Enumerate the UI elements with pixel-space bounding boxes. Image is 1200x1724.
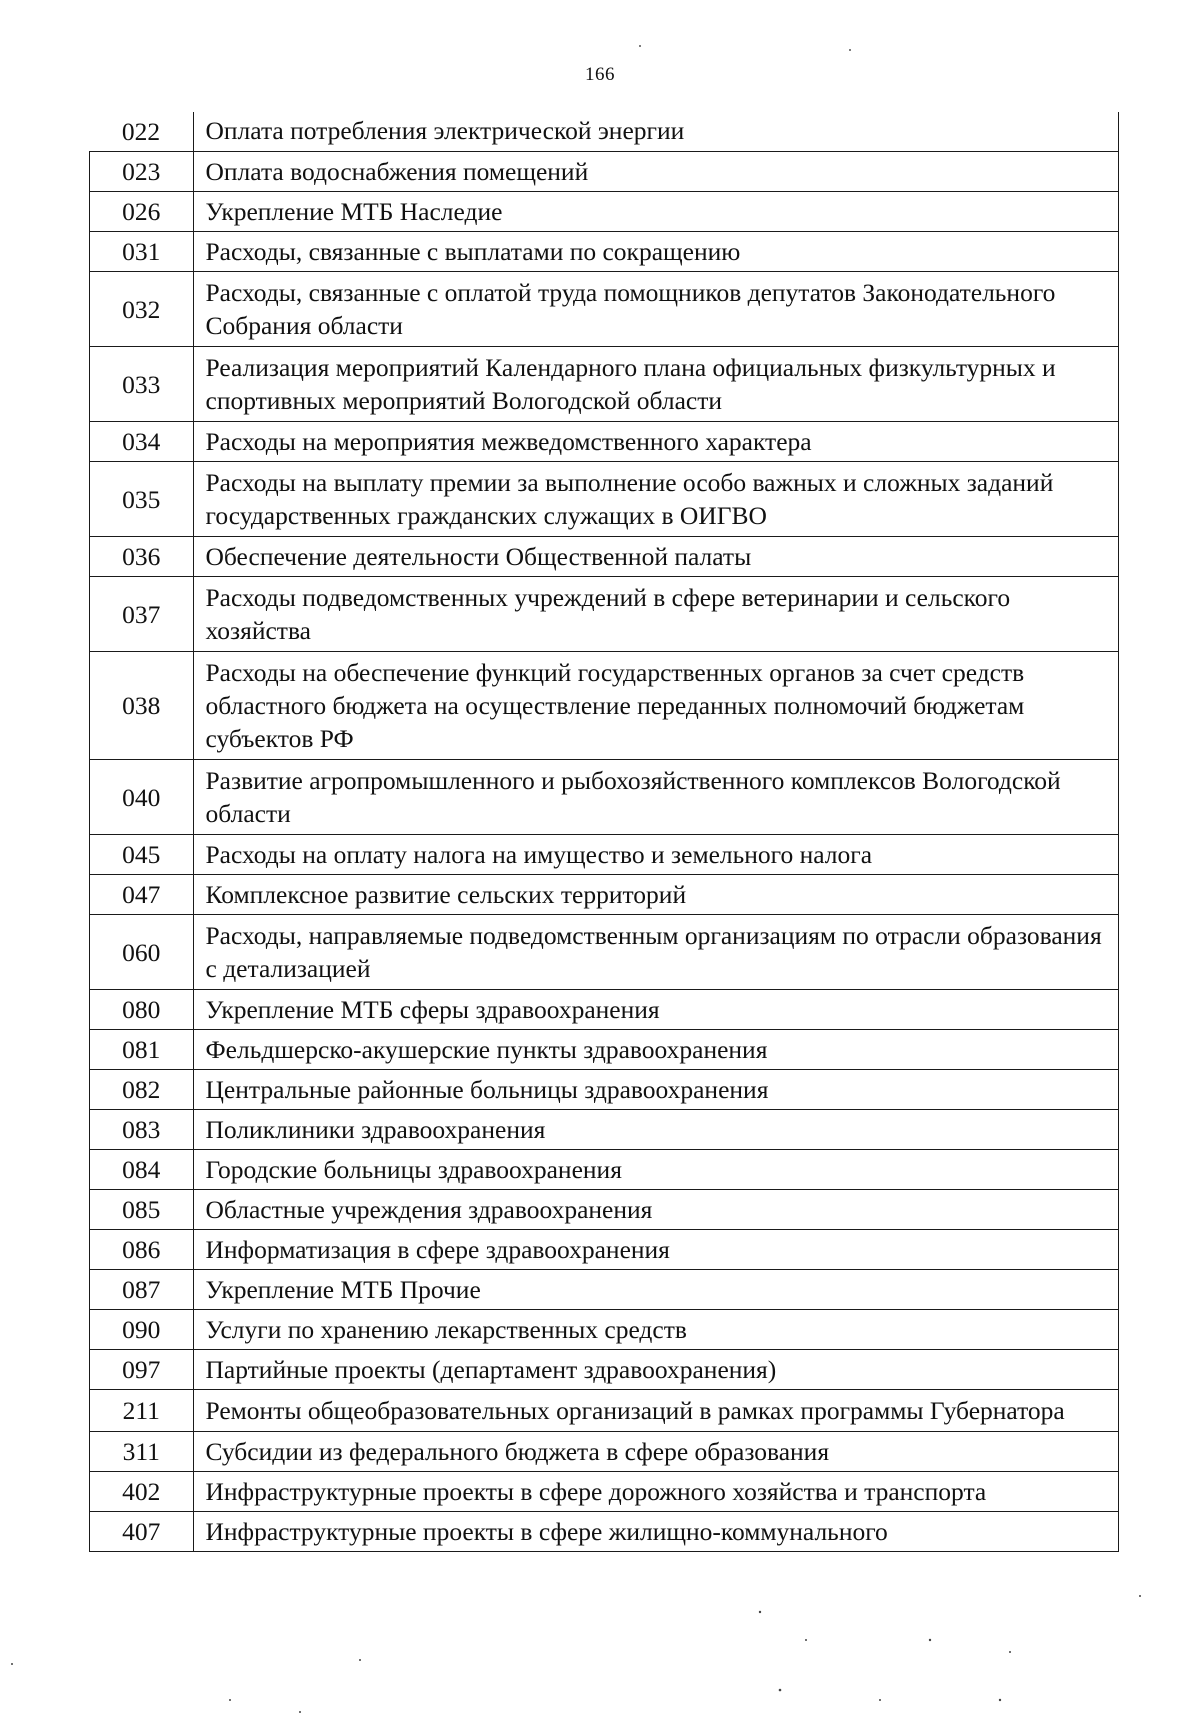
row-description: Укрепление МТБ сферы здравоохранения	[193, 990, 1119, 1030]
row-code: 311	[90, 1432, 194, 1472]
row-code: 045	[90, 835, 194, 875]
row-description: Инфраструктурные проекты в сфере дорожного хозяйства и транспорта	[193, 1472, 1119, 1512]
row-code: 085	[90, 1190, 194, 1230]
row-description: Оплата потребления электрической энергии	[193, 112, 1119, 152]
row-description: Расходы на выплату премии за выполнение особо важных и сложных заданий государственных гражданских служащих в ОИГВО	[193, 462, 1119, 537]
row-description: Реализация мероприятий Календарного плана официальных физкультурных и спортивных мероприятий Вологодской области	[193, 347, 1119, 422]
row-code: 407	[90, 1512, 194, 1552]
row-description: Укрепление МТБ Прочие	[193, 1270, 1119, 1310]
row-description: Обеспечение деятельности Общественной палаты	[193, 537, 1119, 577]
row-code: 032	[90, 272, 194, 347]
row-code: 090	[90, 1310, 194, 1350]
row-description: Субсидии из федерального бюджета в сфере образования	[193, 1432, 1119, 1472]
row-description: Расходы на оплату налога на имущество и земельного налога	[193, 835, 1119, 875]
row-code: 083	[90, 1110, 194, 1150]
row-description: Оплата водоснабжения помещений	[193, 152, 1119, 192]
row-code: 031	[90, 232, 194, 272]
row-description: Центральные районные больницы здравоохранения	[193, 1070, 1119, 1110]
row-code: 023	[90, 152, 194, 192]
row-code: 035	[90, 462, 194, 537]
row-description: Партийные проекты (департамент здравоохранения)	[193, 1350, 1119, 1390]
row-code: 211	[90, 1390, 194, 1432]
row-code: 402	[90, 1472, 194, 1512]
row-code: 038	[90, 652, 194, 760]
row-code: 082	[90, 1070, 194, 1110]
row-code: 060	[90, 915, 194, 990]
row-description: Комплексное развитие сельских территорий	[193, 875, 1119, 915]
row-description: Расходы на мероприятия межведомственного характера	[193, 422, 1119, 462]
page-number: 166	[585, 64, 615, 85]
row-description: Развитие агропромышленного и рыбохозяйственного комплексов Вологодской области	[193, 760, 1119, 835]
row-code: 040	[90, 760, 194, 835]
row-description: Информатизация в сфере здравоохранения	[193, 1230, 1119, 1270]
row-description: Областные учреждения здравоохранения	[193, 1190, 1119, 1230]
row-description: Расходы, связанные с выплатами по сокращению	[193, 232, 1119, 272]
row-code: 033	[90, 347, 194, 422]
row-code: 080	[90, 990, 194, 1030]
row-code: 087	[90, 1270, 194, 1310]
row-description: Укрепление МТБ Наследие	[193, 192, 1119, 232]
row-description: Расходы, направляемые подведомственным организациям по отрасли образования с детализацией	[193, 915, 1119, 990]
row-description: Фельдшерско-акушерские пункты здравоохранения	[193, 1030, 1119, 1070]
row-code: 022	[90, 112, 194, 152]
row-description: Ремонты общеобразовательных организаций в рамках программы Губернатора	[193, 1390, 1119, 1432]
row-description: Инфраструктурные проекты в сфере жилищно-коммунального	[193, 1512, 1119, 1552]
row-code: 026	[90, 192, 194, 232]
row-description: Поликлиники здравоохранения	[193, 1110, 1119, 1150]
row-code: 047	[90, 875, 194, 915]
row-description: Городские больницы здравоохранения	[193, 1150, 1119, 1190]
row-code: 081	[90, 1030, 194, 1070]
row-code: 097	[90, 1350, 194, 1390]
row-description: Услуги по хранению лекарственных средств	[193, 1310, 1119, 1350]
row-description: Расходы подведомственных учреждений в сфере ветеринарии и сельского хозяйства	[193, 577, 1119, 652]
row-code: 086	[90, 1230, 194, 1270]
row-description: Расходы, связанные с оплатой труда помощников депутатов Законодательного Собрания области	[193, 272, 1119, 347]
row-description: Расходы на обеспечение функций государственных органов за счет средств областного бюджета на осуществление переданных полномочий бюджетам субъектов РФ	[193, 652, 1119, 760]
row-code: 036	[90, 537, 194, 577]
row-code: 084	[90, 1150, 194, 1190]
row-code: 034	[90, 422, 194, 462]
row-code: 037	[90, 577, 194, 652]
